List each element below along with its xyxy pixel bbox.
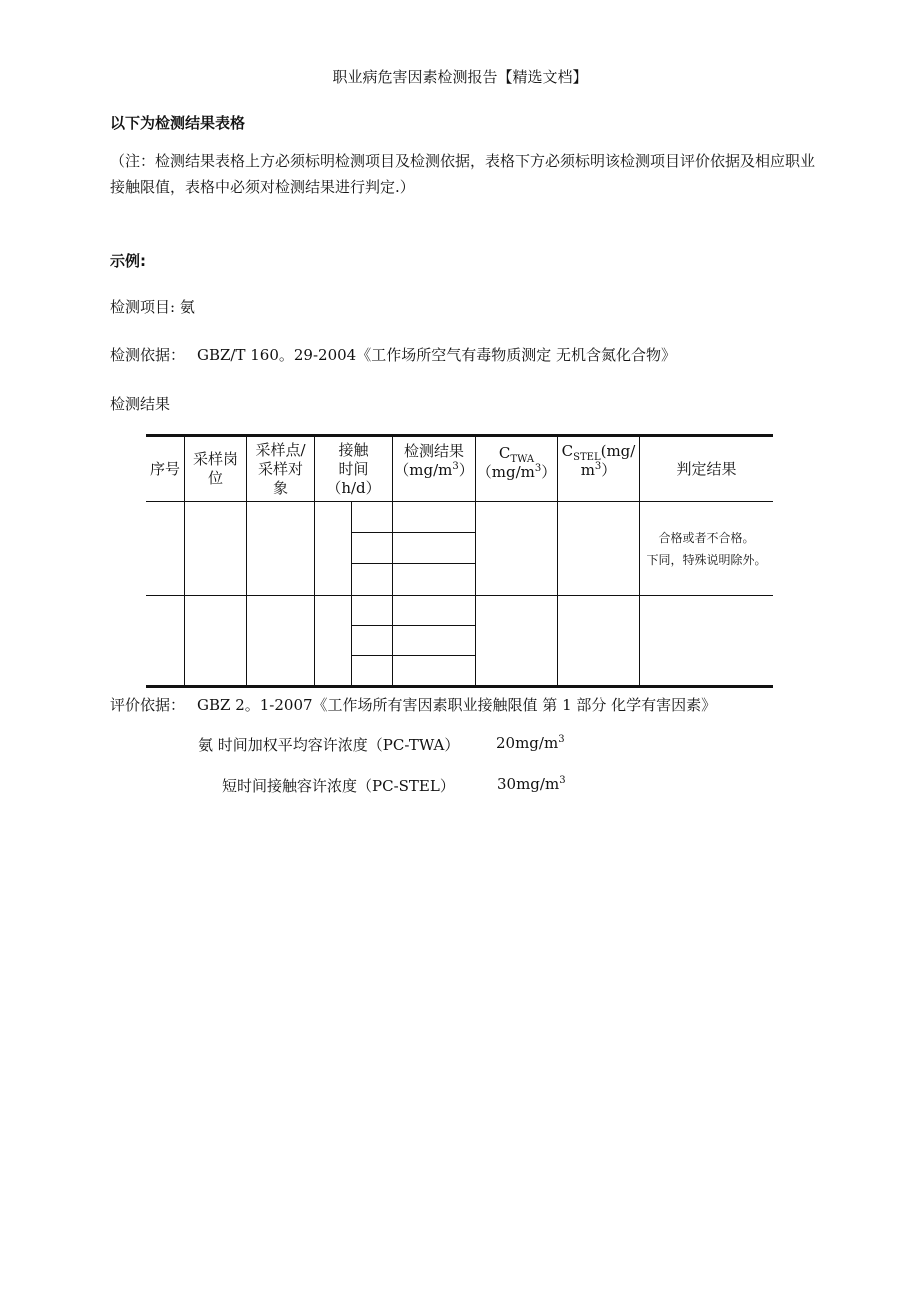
limit-twa-sup: 3 [558,734,565,745]
header-cstel-unit: (mg/ [600,442,636,460]
header-cstel-sup: 3 [594,461,602,472]
header-result-sup: 3 [452,461,459,472]
limit-twa-label: 氨 时间加权平均容许浓度（PC-TWA） [198,736,460,754]
limit-stel-sup: 3 [559,775,566,786]
header-point [247,437,314,501]
section-heading: 以下为检测结果表格 [110,114,246,132]
header-post-line2: 位 [207,469,223,487]
header-cstel-sub: STEL [573,452,601,463]
eval-basis-text: GBZ 2。1-2007《工作场所有害因素职业接触限值 第 1 部分 化学有害因素》 [197,696,717,714]
header-cstel-line1 [562,442,636,461]
note-paragraph: （注：检测结果表格上方必须标明检测项目及检测依据，表格下方必须标明该检测项目评价依据及相应职业接触限值，表格中必须对检测结果进行判定.） [110,152,816,196]
header-contact [315,437,392,501]
page-title: 职业病危害因素检测报告【精选文档】 [332,68,588,86]
header-contact-line1: 接触 [338,440,369,459]
judge-note-line2: 下同，特殊说明除外。 [646,552,767,567]
limit-stel-value [497,775,566,793]
judge-note [640,502,773,595]
header-contact-line2: 时间 [338,459,369,478]
header-post [185,437,246,501]
subrow-line [351,563,475,564]
header-ctwa-unit: （mg/m [476,463,535,481]
judge-note-line1: 合格或者不合格。 [658,530,755,545]
test-item-line: 检测项目: 氨 [110,298,195,316]
result-label: 检测结果 [110,395,171,413]
example-label: 示例: [110,252,146,270]
limit-stel-number: 30mg/m [497,775,560,793]
group-divider-rule [146,595,773,596]
header-result-line2 [394,461,474,480]
header-ctwa-c: C [498,444,511,462]
eval-basis-label: 评价依据： [110,696,186,714]
limit-twa-number: 20mg/m [496,734,559,752]
header-result-line1: 检测结果 [403,442,464,460]
header-result-unit: （mg/m [394,461,453,479]
header-contact-line3: （h/d） [326,478,381,497]
header-cstel [558,437,639,485]
header-result-end: ） [458,461,474,479]
header-cstel-line2 [581,461,617,480]
header-seq [146,437,184,501]
header-point-line2: 采样对 [257,459,303,478]
header-point-line1: 采样点/ [255,440,306,459]
header-ctwa-line2 [477,463,557,482]
header-ctwa-sup: 3 [534,463,542,474]
test-basis-text: GBZ/T 160。29-2004《工作场所空气有毒物质测定 无机含氮化合物》 [197,346,676,364]
header-cstel-c: C [561,442,574,460]
header-ctwa-sub: TWA [510,454,535,465]
header-result [393,437,475,485]
subrow-line [351,532,475,533]
subrow-line [351,625,475,626]
header-ctwa-line1 [499,444,534,463]
header-seq-text: 序号 [149,459,180,478]
header-ctwa [476,437,557,489]
header-ctwa-end: ） [541,463,557,481]
header-point-line3: 象 [272,478,288,497]
header-judge-text: 判定结果 [676,459,737,478]
subrow-line [351,655,475,656]
col-divider [351,501,352,688]
results-table [146,434,773,688]
header-cstel-end: ） [601,461,617,479]
limit-twa-value [496,734,565,752]
limit-stel-label: 短时间接触容许浓度（PC-STEL） [222,777,455,795]
header-post-line1: 采样岗 [192,450,238,468]
test-basis-label: 检测依据： [110,346,186,364]
header-judge [640,437,773,501]
header-cstel-m: m [580,461,595,479]
table-bottom-rule [146,685,773,688]
